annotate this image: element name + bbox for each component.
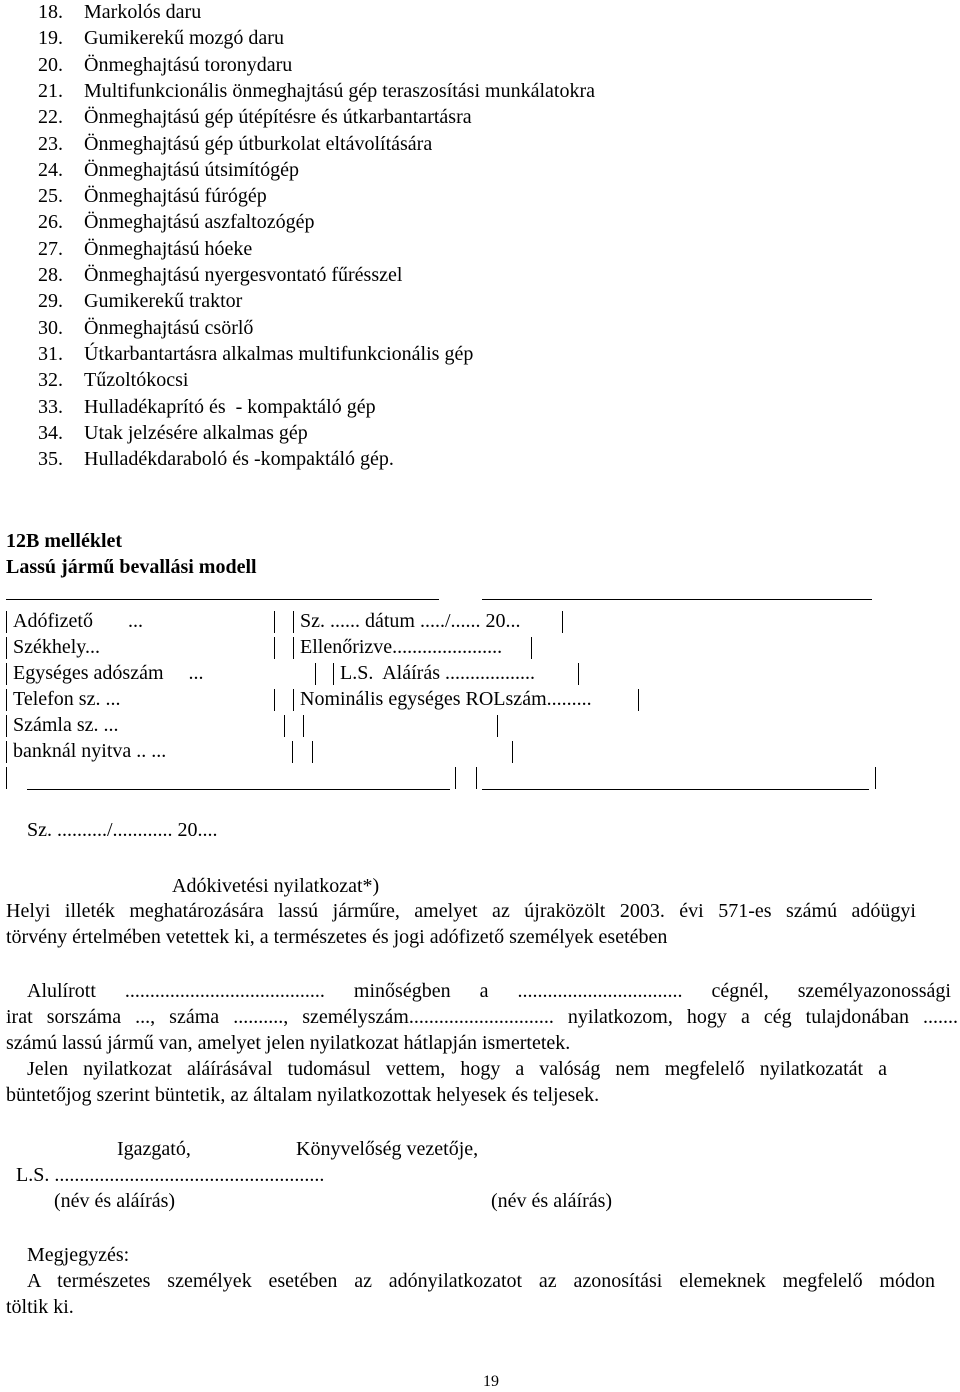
- list-item-number: 22.: [38, 106, 63, 129]
- name-signature-left: (név és aláírás): [54, 1190, 176, 1212]
- list-item-number: 35.: [38, 448, 63, 471]
- form-border: [578, 663, 579, 685]
- form-top-rule-right: [482, 599, 872, 600]
- form-border: [292, 741, 293, 763]
- form-border: [6, 741, 7, 763]
- declaration-body-line-3: számú lassú jármű van, amelyet jelen nyilatkozat hátlapján ismertetek.: [6, 1032, 571, 1054]
- form-border: [562, 611, 563, 633]
- list-item-text: Önmeghajtású gép útburkolat eltávolítására: [84, 132, 433, 155]
- tax-id-field: Egységes adószám ...: [13, 662, 204, 684]
- rol-number-field: Nominális egységes ROLszám.........: [300, 688, 592, 710]
- list-item-text: Önmeghajtású aszfaltozógép: [84, 211, 315, 234]
- form-border: [333, 663, 334, 685]
- list-item-number: 34.: [38, 421, 63, 444]
- list-item-text: Önmeghajtású útsimítógép: [84, 158, 299, 181]
- form-border: [315, 663, 316, 685]
- list-item-number: 27.: [38, 237, 63, 260]
- form-border: [274, 611, 275, 633]
- form-border: [293, 689, 294, 711]
- account-field: Számla sz. ...: [13, 714, 119, 736]
- declaration-heading: Adókivetési nyilatkozat*): [172, 875, 380, 897]
- form-border: [274, 637, 275, 659]
- form-border: [6, 689, 7, 711]
- declaration-body-line-4: Jelen nyilatkozat aláírásával tudomásul vettem, hogy a valóság nem megfelelő nyilatkozatát a: [27, 1058, 887, 1080]
- checked-field: Ellenőrizve......................: [300, 636, 503, 658]
- note-line-2: töltik ki.: [6, 1296, 74, 1318]
- form-bottom-rule-left: [27, 789, 450, 790]
- list-item-text: Önmeghajtású nyergesvontató fűrésszel: [84, 264, 403, 286]
- list-item-text: Tűzoltókocsi: [84, 369, 189, 392]
- list-item-number: 28.: [38, 264, 63, 286]
- list-item-text: Gumikerekű mozgó daru: [84, 27, 284, 50]
- taxpayer-field: Adófizető ...: [13, 610, 143, 632]
- form-top-rule-left: [6, 599, 439, 600]
- list-item-text: Gumikerekű traktor: [84, 290, 243, 313]
- declaration-body-line-5: büntetőjog szerint büntetik, az általam nyilatkozottak helyesek és teljesek.: [6, 1084, 600, 1106]
- form-border: [638, 689, 639, 711]
- list-item-number: 31.: [38, 342, 63, 365]
- list-item-text: Multifunkcionális önmeghajtású gép teraszosítási munkálatokra: [84, 79, 595, 102]
- form-border: [6, 663, 7, 685]
- list-item-number: 25.: [38, 185, 63, 208]
- list-item-text: Önmeghajtású gép útépítésre és útkarbantartásra: [84, 106, 472, 129]
- declaration-intro-line-1: Helyi illeték meghatározására lassú járműre, amelyet az újraközölt 2003. évi 571-es számú adóügyi: [6, 900, 916, 922]
- form-border: [6, 767, 7, 789]
- list-item-text: Önmeghajtású hóeke: [84, 237, 253, 260]
- list-item-number: 19.: [38, 27, 63, 50]
- phone-field: Telefon sz. ...: [13, 688, 121, 710]
- list-item-number: 18.: [38, 1, 63, 23]
- list-item-number: 21.: [38, 79, 63, 102]
- declaration-intro-line-2: törvény értelmében vetettek ki, a természetes és jogi adófizető személyek esetében: [6, 926, 668, 948]
- declaration-body-line-1: Alulírott ........................................ minőségben a ................................. cégnél, személyazonossági: [27, 980, 951, 1002]
- list-item-text: Önmeghajtású csörlő: [84, 316, 254, 339]
- list-item-number: 24.: [38, 158, 63, 181]
- seat-field: Székhely...: [13, 636, 101, 658]
- bank-field: banknál nyitva .. ...: [13, 740, 167, 762]
- list-item-text: Útkarbantartásra alkalmas multifunkcionális gép: [84, 342, 474, 365]
- form-border: [6, 715, 7, 737]
- form-border: [284, 715, 285, 737]
- list-item-number: 26.: [38, 211, 63, 234]
- declaration-body-line-2: irat sorszáma ..., száma .........., személyszám............................. nyilatkozom, hogy a cég tulajdonában .......: [6, 1006, 958, 1028]
- form-border: [6, 637, 7, 659]
- list-item-text: Hulladékaprító és - kompaktáló gép: [84, 395, 376, 418]
- role-director: Igazgató,: [117, 1138, 191, 1160]
- annex-title: 12B melléklet: [6, 530, 123, 552]
- form-border: [455, 767, 456, 789]
- form-border: [312, 741, 313, 763]
- form-border: [875, 767, 876, 789]
- list-item-number: 32.: [38, 369, 63, 392]
- list-item-number: 23.: [38, 132, 63, 155]
- name-signature-right: (név és aláírás): [491, 1190, 613, 1212]
- date-field: Sz. ...... dátum ...../...... 20...: [300, 610, 521, 632]
- list-item-number: 20.: [38, 53, 63, 76]
- note-line-1: A természetes személyek esetében az adónyilatkozatot az azonosítási elemeknek megfelelő módon: [27, 1270, 935, 1292]
- form-border: [531, 637, 532, 659]
- list-item-text: Hulladékdaraboló és -kompaktáló gép.: [84, 448, 394, 471]
- signature-field: L.S. Aláírás ..................: [340, 662, 535, 684]
- ls-signature-line: L.S. ......................................................: [16, 1164, 325, 1186]
- form-bottom-rule-right: [482, 789, 869, 790]
- page-number: 19: [483, 1373, 499, 1390]
- form-border: [274, 689, 275, 711]
- list-item-number: 29.: [38, 290, 63, 313]
- list-item-number: 33.: [38, 395, 63, 418]
- annex-subtitle: Lassú jármű bevallási modell: [6, 556, 257, 578]
- form-border: [293, 611, 294, 633]
- sz-date-line: Sz. ........../............ 20....: [27, 819, 218, 841]
- form-border: [512, 741, 513, 763]
- list-item-text: Önmeghajtású toronydaru: [84, 53, 293, 76]
- form-border: [476, 767, 477, 789]
- form-border: [303, 715, 304, 737]
- list-item-number: 30.: [38, 316, 63, 339]
- form-border: [293, 637, 294, 659]
- role-accounting-head: Könyvelőség vezetője,: [296, 1138, 479, 1160]
- list-item-text: Markolós daru: [84, 1, 202, 23]
- form-border: [497, 715, 498, 737]
- note-label: Megjegyzés:: [27, 1244, 130, 1266]
- list-item-text: Utak jelzésére alkalmas gép: [84, 421, 308, 444]
- form-border: [6, 611, 7, 633]
- list-item-text: Önmeghajtású fúrógép: [84, 185, 267, 208]
